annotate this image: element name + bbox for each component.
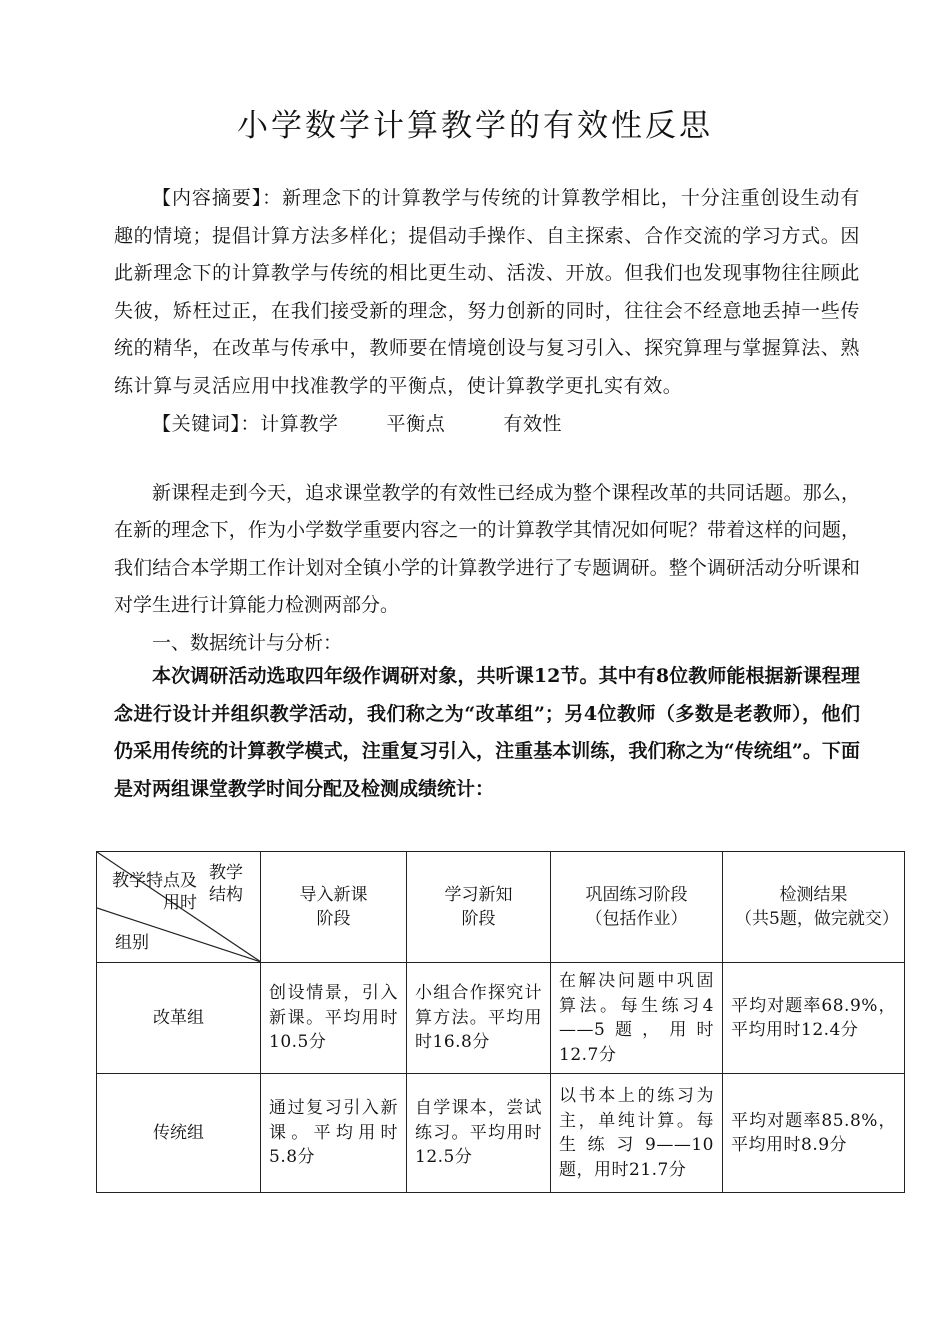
keywords-label: 【关键词】 [152,412,241,435]
intro-cell: 通过复习引入新课。平均用时5.8分 [261,1074,407,1193]
keywords-line [114,406,860,444]
statistics-table [96,851,905,1193]
keyword-2: 平衡点 [386,412,446,435]
corner-header-cell [97,852,261,963]
table-header-row [97,852,905,963]
keywords-sep: ： [240,412,261,435]
practice-cell: 在解决问题中巩固算法。每生练习4——5题，用时12.7分 [551,963,723,1074]
learn-cell: 自学课本，尝试练习。平均用时12.5分 [407,1074,551,1193]
section-heading: 一、数据统计与分析： [152,631,343,654]
document-title: 小学数学计算教学的有效性反思 [237,108,713,144]
bold-section [114,658,860,808]
corner-bottom-label: 组别 [115,933,149,953]
learn-cell: 小组合作探究计算方法。平均用时16.8分 [407,963,551,1074]
table-row [97,1074,905,1193]
abstract-text: ：新理念下的计算教学与传统的计算教学相比，十分注重创设生动有趣的情境；提倡计算方法多样化；提倡动手操作、自主探索、合作交流的学习方式。因此新理念下的计算教学与传统的相比更生动、活泼、开放。但我们也发现事物往往顾此失彼，矫枉过正，在我们接受新的理念，努力创新的同时，往往会不经意地丢掉一些传统的精华，在改革与传承中，教师要在情境创设与复习引入、探究算理与掌握算法、熟练计算与灵活应用中找准教学的平衡点，使计算教学更扎实有效。 [114,187,860,397]
header-practice: 巩固练习阶段 （包括作业） [551,852,723,963]
header-result: 检测结果 （共5题，做完就交） [723,852,905,963]
intro-cell: 创设情景，引入新课。平均用时10.5分 [261,963,407,1074]
corner-top-right-label: 教学结构 [209,863,243,905]
group-cell: 改革组 [97,963,261,1074]
header-learn: 学习新知 阶段 [407,852,551,963]
practice-cell: 以书本上的练习为主，单纯计算。每生练习9——10题，用时21.7分 [551,1074,723,1193]
corner-middle-label: 教学特点及用时 [112,871,197,913]
result-cell: 平均对题率68.9%，平均用时12.4分 [723,963,905,1074]
bold-paragraph: 本次调研活动选取四年级作调研对象，共听课12节。其中有8位教师能根据新课程理念进行设计并组织教学活动，我们称之为“改革组”；另4位教师（多数是老教师），他们仍采用传统的计算教学模式，注重复习引入，注重基本训练，我们称之为“传统组”。下面是对两组课堂教学时间分配及检测成绩统计： [114,665,860,800]
intro-paragraph: 新课程走到今天，追求课堂教学的有效性已经成为整个课程改革的共同话题。那么，在新的理念下，作为小学数学重要内容之一的计算教学其情况如何呢？带着这样的问题，我们结合本学期工作计划对全镇小学的计算教学进行了专题调研。整个调研活动分听课和对学生进行计算能力检测两部分。 [114,482,860,617]
keyword-3: 有效性 [503,412,563,435]
abstract-paragraph [114,180,860,406]
abstract-label: 【内容摘要】 [152,187,263,209]
result-cell: 平均对题率85.8%，平均用时8.9分 [723,1074,905,1193]
group-cell: 传统组 [97,1074,261,1193]
table-row [97,963,905,1074]
header-intro: 导入新课 阶段 [261,852,407,963]
keyword-1: 计算教学 [260,412,339,435]
intro-section [114,475,860,662]
abstract-section [114,180,860,443]
